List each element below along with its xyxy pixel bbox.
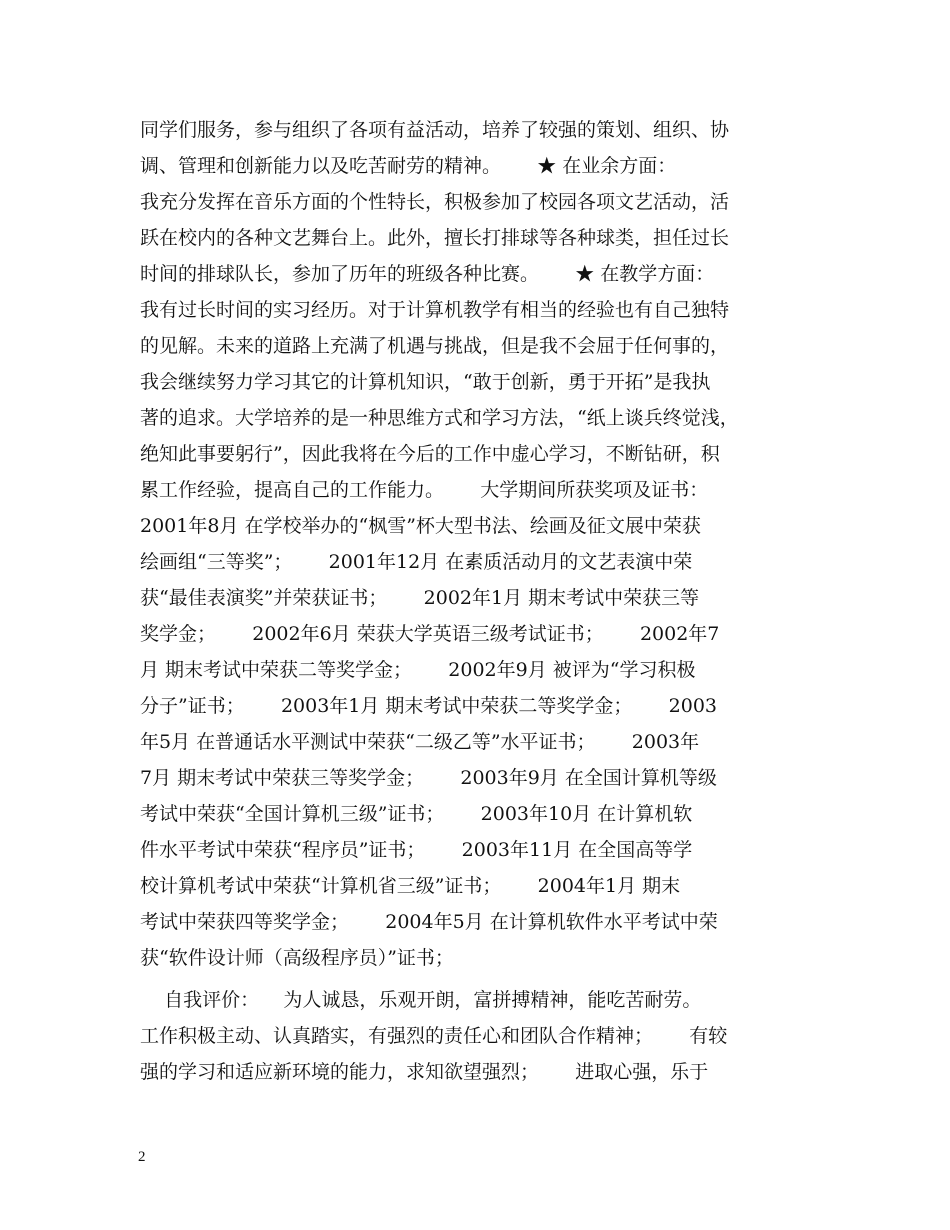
body-line: 件水平考试中荣获“程序员”证书； 2003年11月 在全国高等学: [140, 839, 693, 861]
body-line: 考试中荣获“全国计算机三级”证书； 2003年10月 在计算机软: [140, 803, 693, 825]
body-line: 同学们服务，参与组织了各项有益活动，培养了较强的策划、组织、协: [140, 119, 730, 141]
body-line: 累工作经验，提高自己的工作能力。 大学期间所获奖项及证书：: [140, 479, 709, 501]
body-line: 绝知此事要躬行”，因此我将在今后的工作中虚心学习，不断钻研，积: [140, 443, 720, 465]
body-line: 的见解。未来的道路上充满了机遇与挑战，但是我不会屈于任何事的，: [140, 335, 730, 357]
body-line: 我会继续努力学习其它的计算机知识，“敢于创新，勇于开拓”是我执: [140, 371, 711, 393]
body-line: 校计算机考试中荣获“计算机省三级”证书； 2004年1月 期末: [140, 875, 681, 897]
body-line: 我充分发挥在音乐方面的个性特长，积极参加了校园各项文艺活动，活: [140, 191, 730, 213]
body-line: 著的追求。大学培养的是一种思维方式和学习方法，“纸上谈兵终觉浅，: [140, 407, 739, 429]
body-line: 跃在校内的各种文艺舞台上。此外，擅长打排球等各种球类，担任过长: [140, 227, 730, 249]
body-line: 考试中荣获四等奖学金； 2004年5月 在计算机软件水平考试中荣: [140, 911, 718, 933]
body-line: 奖学金； 2002年6月 荣获大学英语三级考试证书； 2002年7: [140, 623, 720, 645]
body-line: 工作积极主动、认真踏实，有强烈的责任心和团队合作精神； 有较: [140, 1025, 728, 1047]
body-line: 获“最佳表演奖”并荣获证书； 2002年1月 期末考试中荣获三等: [140, 587, 700, 609]
body-line: 绘画组“三等奖”； 2001年12月 在素质活动月的文艺表演中荣: [140, 551, 693, 573]
body-line: 强的学习和适应新环境的能力，求知欲望强烈； 进取心强，乐于: [140, 1061, 709, 1083]
body-line: 7月 期末考试中荣获三等奖学金； 2003年9月 在全国计算机等级: [140, 767, 717, 789]
body-line: 自我评价： 为人诚恳，乐观开朗，富拼搏精神，能吃苦耐劳。: [140, 989, 702, 1011]
body-line: 月 期末考试中荣获二等奖学金； 2002年9月 被评为“学习积极: [140, 659, 696, 681]
page-number: 2: [138, 1149, 146, 1165]
body-line: 时间的排球队长，参加了历年的班级各种比赛。 ★ 在教学方面：: [140, 263, 715, 285]
body-line: 年5月 在普通话水平测试中荣获“二级乙等”水平证书； 2003年: [140, 731, 700, 753]
body-line: 分子”证书； 2003年1月 期末考试中荣获二等奖学金； 2003: [140, 695, 718, 717]
body-line: 调、管理和创新能力以及吃苦耐劳的精神。 ★ 在业余方面：: [140, 155, 677, 177]
body-line: 获“软件设计师（高级程序员）”证书；: [140, 947, 454, 969]
body-line: 2001年8月 在学校举办的“枫雪”杯大型书法、绘画及征文展中荣获: [140, 515, 701, 537]
body-line: 我有过长时间的实习经历。对于计算机教学有相当的经验也有自己独特: [140, 299, 730, 321]
